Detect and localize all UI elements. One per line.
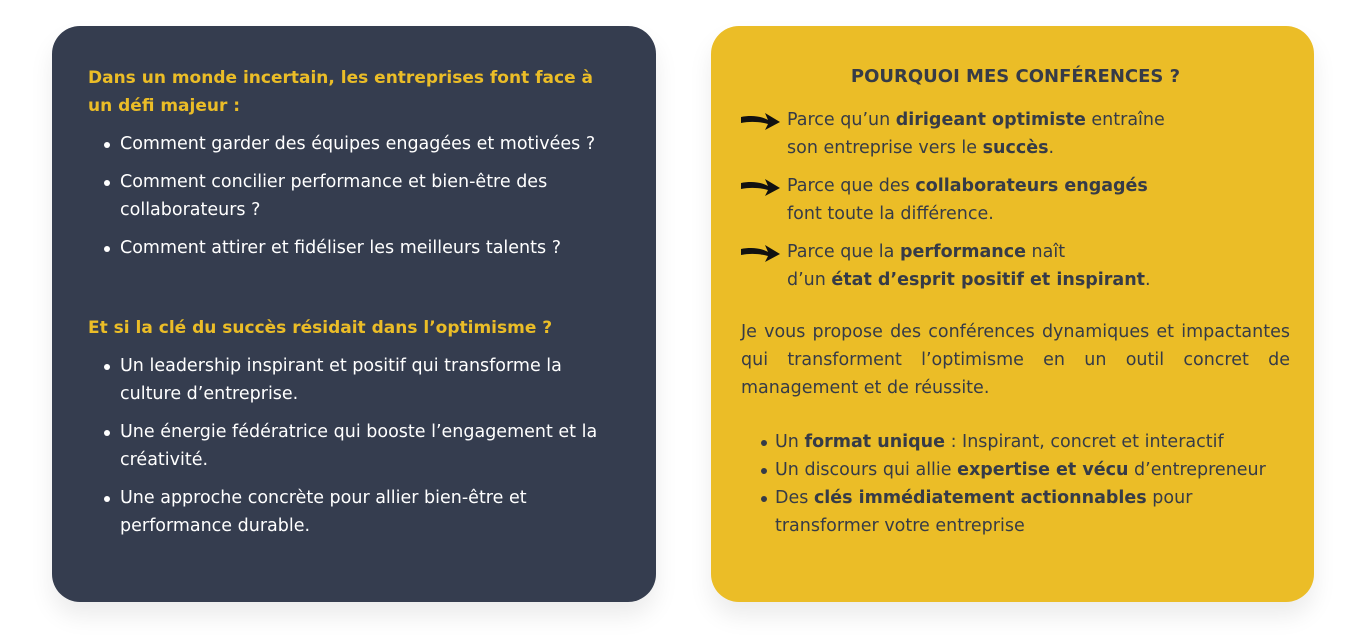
offer-paragraph: Je vous propose des conférences dynamiques et impactantes qui transforment l’optimisme en un outil concret de management et de réussite. (741, 322, 1290, 398)
reason-item: Parce que des collaborateurs engagés font toute la différence. (741, 172, 1290, 228)
why-conferences-title: POURQUOI MES CONFÉRENCES ? (850, 66, 1181, 87)
list-item: Une approche concrète pour allier bien-être et performance durable. (88, 484, 620, 540)
list-item: Un format unique : Inspirant, concret et interactif (741, 428, 1290, 456)
challenges-card (52, 26, 656, 602)
list-item: Un discours qui allie expertise et vécu d’entrepreneur (741, 456, 1290, 484)
list-item: Une énergie fédératrice qui booste l’engagement et la créativité. (88, 418, 620, 474)
curved-arrow-icon (741, 242, 781, 264)
list-item: Comment concilier performance et bien-être des collaborateurs ? (88, 168, 620, 224)
optimism-heading: Et si la clé du succès résidait dans l’optimisme ? (88, 318, 553, 338)
optimism-list (88, 352, 620, 540)
challenges-list (88, 130, 620, 262)
benefits-list (741, 428, 1290, 540)
challenges-heading: Dans un monde incertain, les entreprises font face à un défi majeur : (88, 68, 594, 116)
list-item: Des clés immédiatement actionnables pour transformer votre entreprise (741, 484, 1290, 540)
list-item: Un leadership inspirant et positif qui transforme la culture d’entreprise. (88, 352, 620, 408)
curved-arrow-icon (741, 110, 781, 132)
reason-item: Parce que la performance naît d’un état d’esprit positif et inspirant. (741, 238, 1290, 294)
list-item: Comment attirer et fidéliser les meilleurs talents ? (88, 234, 620, 262)
reason-item: Parce qu’un dirigeant optimiste entraîne son entreprise vers le succès. (741, 106, 1290, 162)
list-item: Comment garder des équipes engagées et motivées ? (88, 130, 620, 158)
why-conferences-card (711, 26, 1314, 602)
curved-arrow-icon (741, 176, 781, 198)
